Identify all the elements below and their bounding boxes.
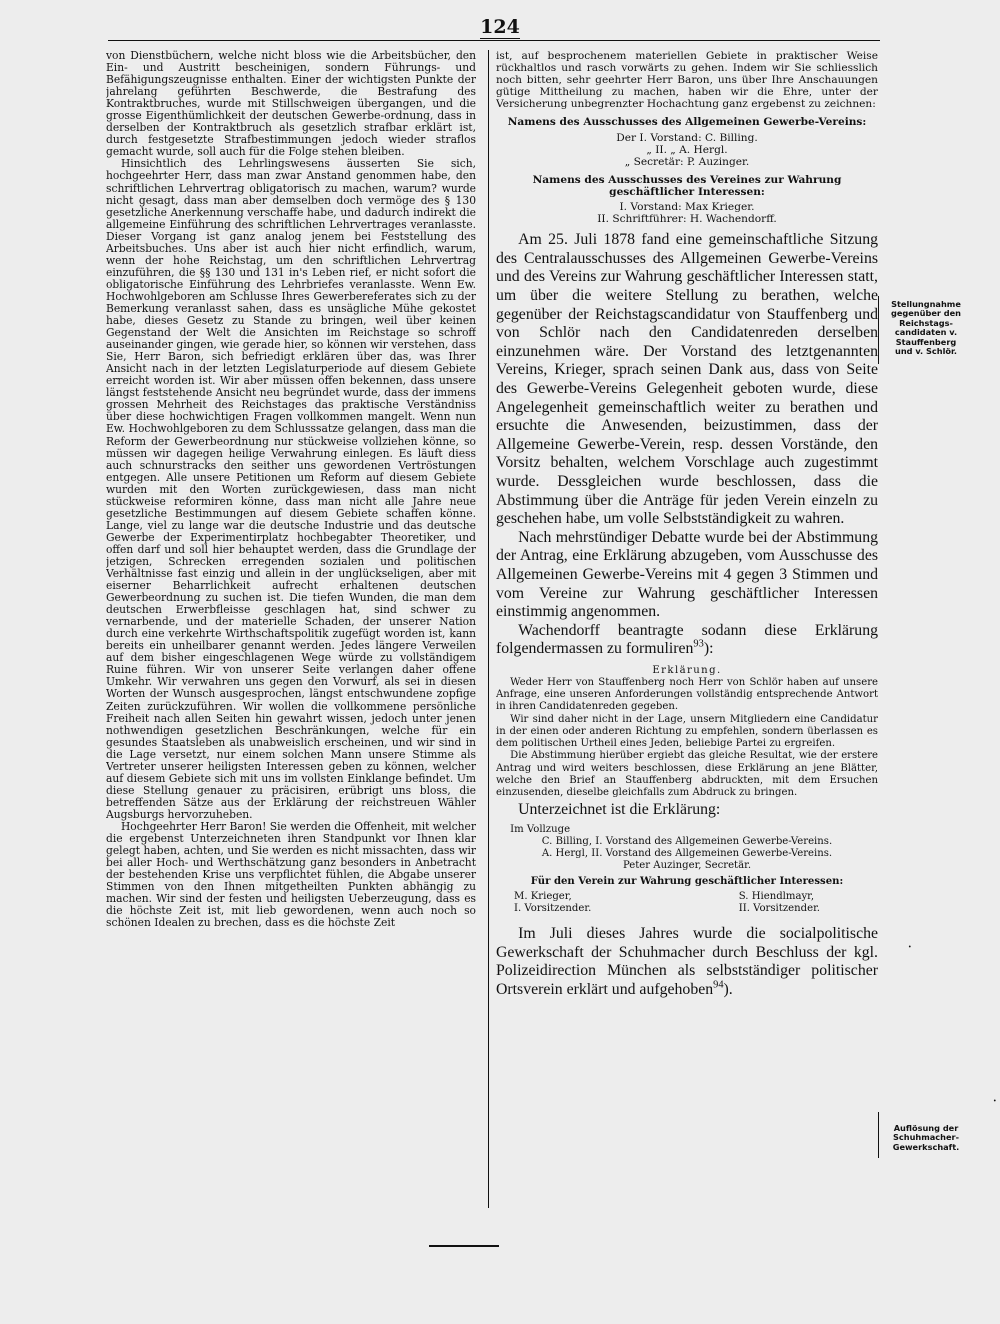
signature-hiendlmayr bbox=[739, 891, 820, 915]
margin-dot: • bbox=[993, 1098, 997, 1105]
margin-rule-1 bbox=[878, 296, 879, 364]
verein-signature-heading: Für den Verein zur Wahrung geschäftlicher Interessen: bbox=[530, 875, 844, 887]
committee2-line-2: II. Schriftführer: H. Wachendorff. bbox=[597, 213, 777, 226]
paragraph-abstimmung: Nach mehrstündiger Debatte wurde bei der Abstimmung der Antrag, eine Erklärung abzugeben, vom Ausschusse des Allgemeinen Gewerbe-Vereins mit 4 gegen 3 Stimmen und vom Vereine zur Wahrung geschäftlicher Interessen einstimmig angenommen. bbox=[496, 528, 878, 621]
left-paragraph-3: Hochgeehrter Herr Baron! Sie werden die Offenheit, mit welcher die ergebenst Unterzeichneten ihren Standpunkt vor Ihnen klar gelegt haben, achten, und Sie werden es nicht missachten, dass wir bei aller Hoch- und Werthschätzung ganz besonders in Anbetracht der bestehenden Krise uns verpflichtet fühlen, die Abgabe unserer Stimmen von den Ihnen mitgetheilten Punkten abhängig zu machen. Wir sind der festen und heiligsten Ueberzeugung, dass es die höchste Zeit ist, mit lieb gewordenen, wenn auch noch so schönen Idealen zu brechen, dass es die höchste Zeit bbox=[106, 820, 476, 930]
erklaerung-title: Erklärung. bbox=[652, 664, 722, 676]
im-vollzuge: Im Vollzuge bbox=[510, 823, 571, 835]
left-paragraph-1: von Dienstbüchern, welche nicht bloss wie die Arbeitsbücher, den Ein- und Austritt bescheinigen, sondern Führungs- und Befähigungszeugnisse enthalten. Einer der wichtigsten Punkte der jahrelang geführten Beschwerde, die Bestrafung des Kontraktbruches, wurde mit Stillschweigen übergangen, und die grosse Eigenthümlichkeit der deutschen Gewerbe-ordnung, dass in derselben der Kontraktbruch als gesetzlich strafbar erklärt ist, durch festgesetzte Strafbestimmungen jedoch wieder straflos gemacht wurde, soll auch für die Folge stehen bleiben. bbox=[106, 50, 476, 159]
erklaerung-paragraph-3: Die Abstimmung hierüber ergiebt das gleiche Resultat, wie der erstere Antrag und wird weiters beschlossen, diese Erklärung an jene Blätter, welche den Brief an Stauffenberg abdruckten, mit dem Ersuchen einzusenden, dieselbe gleichfalls zum Abdruck zu bringen. bbox=[496, 750, 878, 798]
paragraph-schuhmacher-text: Im Juli dieses Jahres wurde die socialpolitische Gewerkschaft der Schuhmacher durch Beschluss der kgl. Polizeidirection München als selbstständiger politischer Ortsverein erklärt und aufgehoben bbox=[496, 925, 878, 998]
signature-auzinger: Peter Auzinger, Secretär. bbox=[622, 860, 752, 872]
paragraph-wachendorff-end: ): bbox=[703, 640, 714, 658]
right-paragraph-continued: ist, auf besprochenem materiellen Gebiete in praktischer Weise rückhaltlos und rasch vorwärts zu gehen. Indem wir Sie schliesslich noch bitten, sehr geehrter Herr Baron, uns über Ihre Anschauungen gütige Mittheilung zu machen, haben wir die Ehre, unter der Versicherung unbegrenzter Hochachtung ganz ergebenst zu zeichnen: bbox=[496, 50, 878, 111]
committee2-heading: Namens des Ausschusses des Vereines zur Wahrung geschäftlicher Interessen: bbox=[532, 173, 842, 198]
paragraph-sitzung: Am 25. Juli 1878 fand eine gemeinschaftliche Sitzung des Centralausschusses des Allgemeinen Gewerbe-Vereins und des Vereins zur Wahrung geschäftlicher Interessen statt, um über die weitere Stellung zu berathen, welche gegenüber der Reichstagscandidatur von Stauffenberg und von Schlör nach den Candidatenreden derselben einzunehmen wäre. Der Vorstand des letztgenannten Vereins, Krieger, sprach seinen Dank aus, dass von Seite des Gewerbe-Vereins Gelegenheit geboten wurde, diese Angelegenheit gemeinschaftlich weiter zu berathen und ersuchte die Anwesenden, beizustimmen, dass der Allgemeine Gewerbe-Verein, resp. dessen Vorstände, den Vorsitz behalten, welchem Vorschlage auch zugestimmt wurde. Dessgleichen wurde beschlossen, dass die Abstimmung über die Anträge für jeden Verein einzeln zu geschehen habe, um volle Selbstständigkeit zu wahren. bbox=[496, 231, 878, 528]
committee1-line-3: „ Secretär: P. Auzinger. bbox=[624, 155, 750, 168]
signature-krieger-name: M. Krieger, bbox=[514, 890, 572, 902]
verein-signatures bbox=[496, 891, 878, 915]
margin-note-stellungnahme: Stellungnahme gegenüber den Reichstags-candidaten v. Stauffenberg und v. Schlör. bbox=[890, 299, 962, 357]
signature-hiendlmayr-name: S. Hiendlmayr, bbox=[738, 890, 815, 902]
column-divider bbox=[488, 50, 489, 1208]
signature-billing: C. Billing, I. Vorstand des Allgemeinen Gewerbe-Vereins. bbox=[541, 835, 833, 847]
left-column bbox=[106, 50, 476, 1212]
signature-hiendlmayr-title: II. Vorsitzender. bbox=[738, 902, 820, 914]
committee2-line-1: I. Vorstand: Max Krieger. bbox=[619, 201, 755, 214]
margin-rule-2 bbox=[878, 1112, 879, 1158]
page-number: 124 bbox=[480, 16, 520, 38]
paragraph-wachendorff bbox=[496, 622, 878, 659]
footnote-ref-93: 93 bbox=[693, 639, 704, 651]
signature-krieger-title: I. Vorsitzender. bbox=[514, 902, 592, 914]
paragraph-schuhmacher-end: ). bbox=[723, 980, 733, 998]
footnote-ref-94: 94 bbox=[713, 979, 724, 991]
erklaerung-paragraph-1: Weder Herr von Stauffenberg noch Herr von Schlör haben auf unsere Anfrage, eine unseren Anforderungen vollständig entsprechende Antwort in ihren Candidatenreden gegeben. bbox=[496, 677, 878, 713]
left-paragraph-2: Hinsichtlich des Lehrlingswesens äusserten Sie sich, hochgeehrter Herr, dass man zwar Anstand genommen habe, den schriftlichen Lehrvertrag obligatorisch zu machen, warum? wurde nicht gesagt, dass man aber demselben doch vermöge des § 130 gesetzliche Anerkennung verschaffe habe, und dadurch indirekt die allgemeine Einführung des schriftlichen Lehrvertrages veranlasste. Dieser Vorgang ist ganz analog jenem bei Feststellung des Arbeitsbuches. Uns aber ist auch hier nicht erfindlich, warum, wenn der hohe Reichstag, um den schriftlichen Lehrvertrag einzuführen, die §§ 130 und 131 in's Leben rief, er nicht sofort die obligatorische Einführung des Lehrbriefes veranlasste. Wenn Ew. Hochwohlgeboren am Schlusse Ihres Gewerbereferates sich zu der Bemerkung veranlasst sahen, dass es unsägliche Mühe gekostet habe, dieses Gesetz zu Stande zu bringen, weil über keinen Gegenstand der Welt die Ansichten im Reichstage so schroff auseinander gingen, wie gerade hier, so können wir verstehen, dass Sie, Herr Baron, sich befriedigt erklären über das, was Ihrer Ansicht nach in der letzten Legislaturperiode auf diesem Gebiete erreicht worden ist. Wir aber müssen offen bekennen, dass unsere längst feststehende Ansicht neu begründet wurde, dass der immens grossen Mehrheit des Reichstages das praktische Verständniss über diese hochwichtigen Fragen vollkommen mangelt. Wenn nun Ew. Hochwohlgeboren zu dem Schlusssatze gelangen, dass man die Reform der Gewerbeordnung nur stückweise vollziehen könne, so müssen wir dagegen heilige Verwahrung einlegen. Es läuft diess auch schnurstracks den seither uns gewordenen Vertröstungen entgegen. Alle unsere Petitionen um Reform auf diesem Gebiete wurden mit den Worten zurückgewiesen, dass man nicht stückweise reformiren könne, dass man nicht alle Jahre neue gesetzliche Bestimmungen auf diesem Gebiete schaffen könne. Lange, viel zu lange war die deutsche Industrie und das deutsche Gewerbe der Experimentirplatz hochbegabter Theoretiker, und offen darf und soll hier behauptet werden, dass die Grundlage der jetzigen, Schrecken erregenden sozialen und politischen Verhältnisse fast einzig und allein in der unglückseligen, aber mit eiserner Beharrlichkeit aufrecht erhaltenen deutschen Gewerbeordnung zu suchen ist. Die tiefen Wunden, die man dem deutschen Erwerbfleisse geschlagen hat, sind schwer zu vernarbende, und der materielle Schaden, der unserer Nation durch eine verkehrte Wirthschaftspolitik zugefügt worden ist, kann bereits ein unheilbarer genannt werden. Jedes längere Verweilen auf dem bisher eingeschlagenen Wege würde zu vollständigem Ruine führen. Wir von unserer Seite verlangen daher offene Umkehr. Wir verwahren uns gegen den Vorwurf, als sei in diesen Worten der Wunsch ausgesprochen, längst entschwundene zopfige Zeiten zurückzuführen. Wir wollen die vollkommene persönliche Freiheit nach allen Seiten hin gewahrt wissen, jedoch unter jenen nothwendigen gesetzlichen Beschränkungen, welche für ein gesundes Staatsleben als unabweislich erscheinen, und wir sind in die Lage versetzt, nur einem solchen Mann unsere Stimme als Vertreter unserer heiligsten Interessen geben zu können, welcher auf diesem Gebiete sich mit uns im vollsten Einklange befindet. Um diese Stellung genauer zu präcisiren, erübrigt uns bloss, die betreffenden Sätze aus der Erklärung der reichstreuen Wähler Augsburgs hervorzuheben. bbox=[106, 157, 476, 821]
margin-note-aufloesung: Auflösung der Schuhmacher-Gewerkschaft. bbox=[892, 1123, 960, 1152]
paragraph-schuhmacher bbox=[496, 925, 878, 999]
signature-hergl: A. Hergl, II. Vorstand des Allgemeinen Gewerbe-Vereins. bbox=[541, 848, 833, 860]
header-rule bbox=[108, 40, 880, 41]
erklaerung-paragraph-2: Wir sind daher nicht in der Lage, unsern Mitgliedern eine Candidatur in der einen oder anderen Richtung zu empfehlen, sondern überlassen es dem politischen Urtheil eines Jeden, beliebige Partei zu ergreifen. bbox=[496, 713, 878, 750]
unterzeichnet-line: Unterzeichnet ist die Erklärung: bbox=[518, 801, 721, 819]
paragraph-wachendorff-text: Wachendorff beantragte sodann diese Erklärung folgendermassen zu formuliren bbox=[496, 621, 878, 658]
right-column bbox=[496, 50, 878, 1212]
committee1-heading: Namens des Ausschusses des Allgemeinen Gewerbe-Vereins: bbox=[507, 116, 867, 129]
signature-krieger bbox=[514, 891, 591, 915]
committee1-line-2: „ II. „ A. Hergl. bbox=[646, 143, 728, 156]
margin-dot: • bbox=[908, 944, 912, 951]
committee1-line-1: Der I. Vorstand: C. Billing. bbox=[616, 131, 758, 144]
footer-rule bbox=[429, 1245, 499, 1247]
